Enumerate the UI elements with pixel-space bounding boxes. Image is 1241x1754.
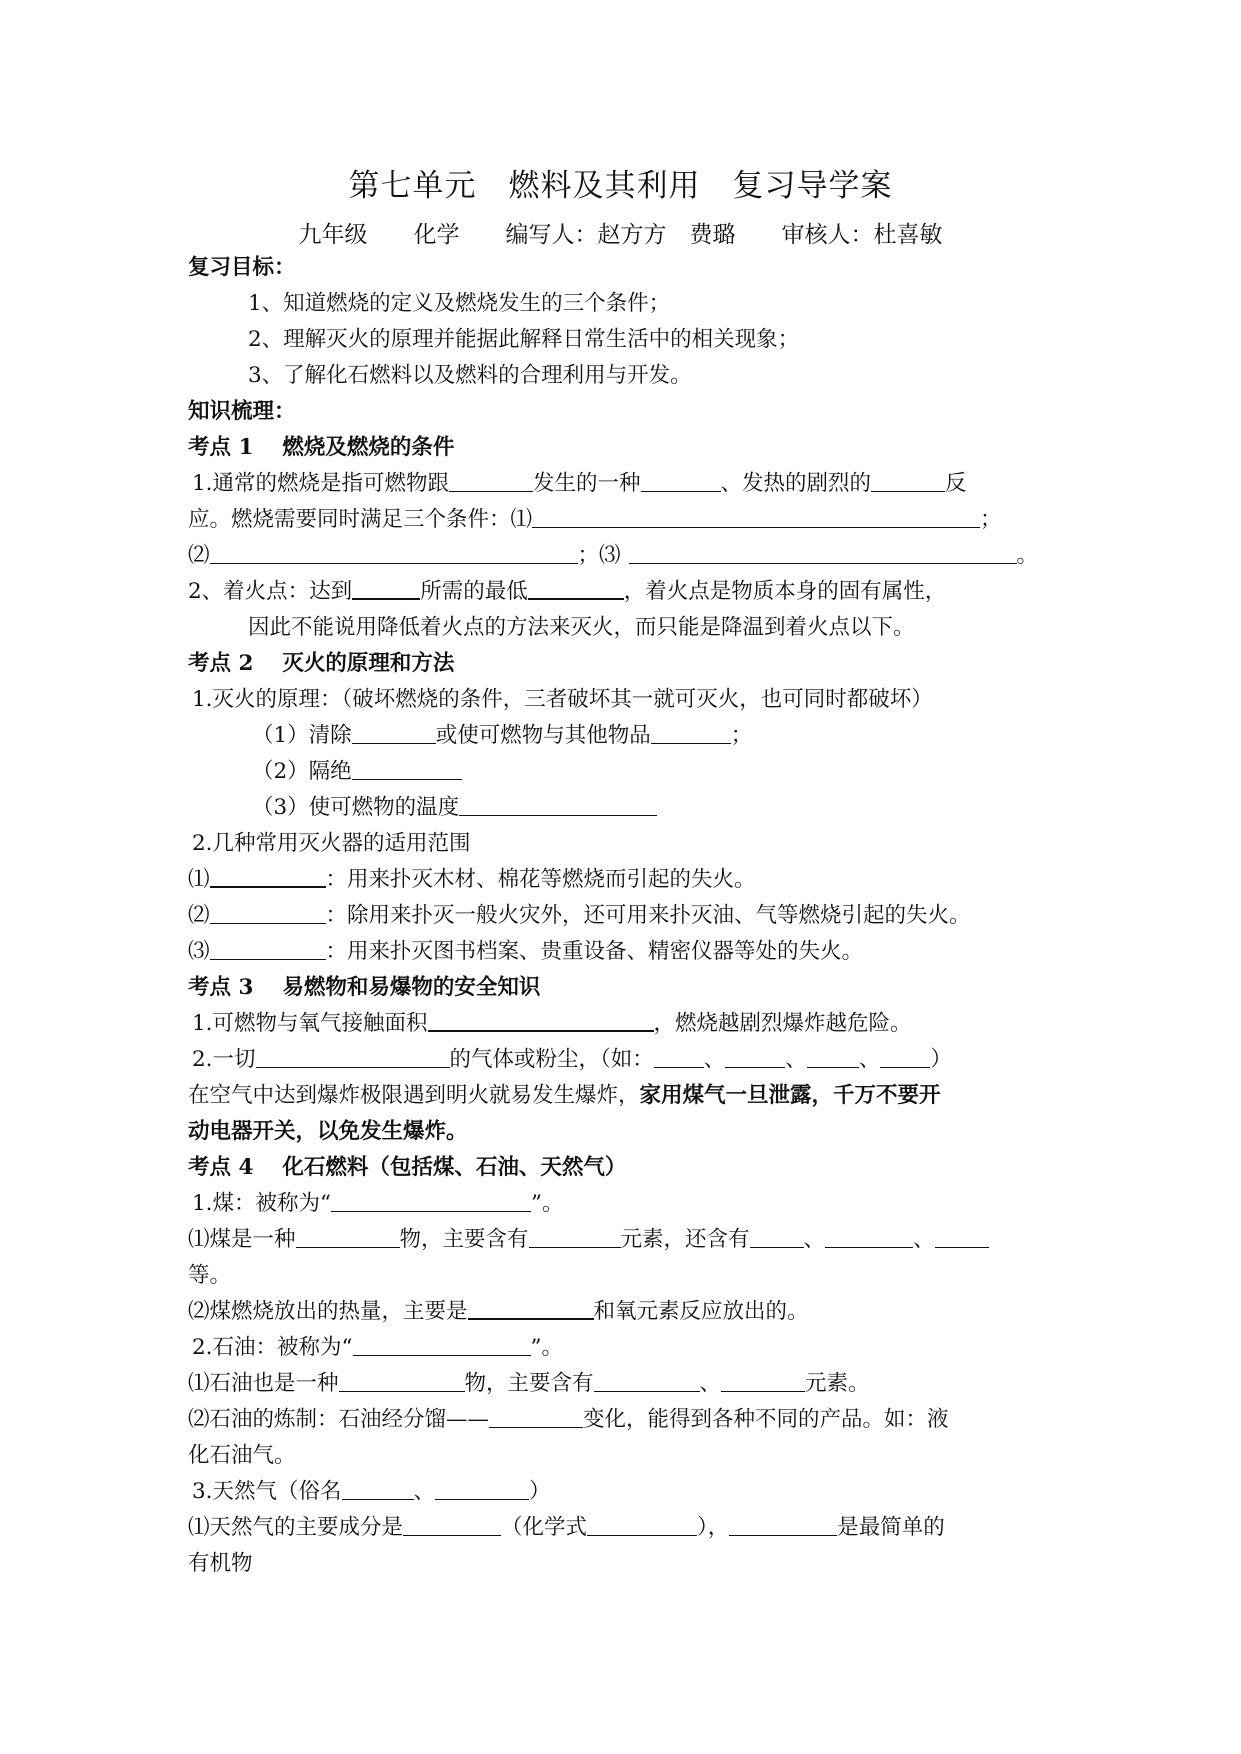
- text: 1.通常的燃烧是指可燃物跟: [192, 471, 450, 496]
- blank-field[interactable]: [528, 576, 624, 600]
- blank-field[interactable]: [532, 505, 980, 528]
- blank-field[interactable]: [296, 1225, 400, 1248]
- text: 、: [803, 1227, 826, 1252]
- text: 或使可燃物与其他物品: [435, 723, 651, 748]
- text: （3）使可燃物的温度: [252, 795, 460, 820]
- blank-field[interactable]: [651, 721, 731, 744]
- blank-field[interactable]: [353, 1333, 531, 1356]
- blank-field[interactable]: [210, 864, 326, 888]
- blank-field[interactable]: [352, 576, 420, 600]
- blank-field[interactable]: [352, 757, 462, 780]
- text: 元素。: [805, 1371, 870, 1396]
- oil-line-4: 化石油气。: [188, 1443, 296, 1468]
- text: ）: [930, 1047, 952, 1072]
- blank-field[interactable]: [449, 469, 533, 492]
- k3-line-1: [188, 1006, 1068, 1042]
- text: 2、着火点：达到: [188, 579, 353, 604]
- text: （1）清除: [252, 723, 352, 748]
- blank-field[interactable]: [725, 1045, 785, 1068]
- k1-line-2: [188, 502, 1068, 538]
- text: 、: [699, 1371, 722, 1396]
- text: 的气体或粉尘，（如：: [449, 1047, 654, 1072]
- blank-field[interactable]: [807, 1045, 859, 1068]
- blank-field[interactable]: [210, 901, 326, 924]
- blank-field[interactable]: [210, 541, 578, 564]
- blank-field[interactable]: [880, 1045, 930, 1068]
- goal-item-1: 1、知道燃烧的定义及燃烧发生的三个条件；: [248, 291, 671, 316]
- text: ：用来扑灭图书档案、贵重设备、精密仪器等处的失火。: [325, 939, 864, 964]
- knowledge-heading: 知识梳理：: [188, 399, 296, 424]
- section-3-heading: 考点 3 易燃物和易爆物的安全知识: [188, 975, 541, 1000]
- blank-field[interactable]: [489, 1405, 583, 1428]
- k2-line-1: 1.灭火的原理：（破坏燃烧的条件，三者破坏其一就可灭火，也可同时都破坏）: [192, 687, 933, 712]
- blank-field[interactable]: [342, 1477, 414, 1500]
- text: ，燃烧越剧烈爆炸越危险。: [653, 1011, 912, 1036]
- k1-line-1: [188, 466, 1068, 502]
- section-1-heading: 考点 1 燃烧及燃烧的条件: [188, 435, 455, 460]
- blank-field[interactable]: [428, 1008, 654, 1032]
- oil-line-2: [188, 1366, 1068, 1402]
- text: 、: [703, 1047, 726, 1072]
- k3-line-3: [188, 1078, 1068, 1114]
- text: 反: [945, 471, 967, 496]
- text: 2.石油：被称为“: [192, 1335, 353, 1360]
- text: ；: [980, 507, 1002, 532]
- blank-field[interactable]: [435, 1477, 529, 1500]
- text: ：用来扑灭木材、棉花等燃烧而引起的失火。: [325, 867, 756, 892]
- text: ⑶: [188, 939, 210, 964]
- blank-field[interactable]: [641, 469, 721, 492]
- text: 、: [785, 1047, 807, 1072]
- text: ⑴煤是一种: [188, 1227, 296, 1252]
- coal-line-4: [188, 1294, 1068, 1330]
- k1-line-4: [188, 574, 1068, 610]
- text: ⑵煤燃烧放出的热量，主要是: [188, 1299, 468, 1324]
- blank-field[interactable]: [721, 1369, 805, 1392]
- text: ⑵石油的炼制：石油经分馏——: [188, 1407, 490, 1432]
- coal-line-2: [188, 1222, 1068, 1258]
- text: 、: [858, 1047, 881, 1072]
- blank-field[interactable]: [729, 1513, 837, 1536]
- text: ”。: [531, 1191, 564, 1216]
- blank-field[interactable]: [750, 1225, 804, 1248]
- text: 和氧元素反应放出的。: [593, 1299, 809, 1324]
- text: 2.一切: [192, 1047, 256, 1072]
- blank-field[interactable]: [871, 469, 945, 492]
- blank-field[interactable]: [825, 1225, 913, 1248]
- text: 物，主要含有: [399, 1227, 529, 1252]
- text: 1.煤：被称为“: [192, 1191, 332, 1216]
- blank-field[interactable]: [352, 721, 436, 744]
- blank-field[interactable]: [594, 1369, 700, 1392]
- text: 物，主要含有: [464, 1371, 594, 1396]
- page-title: 第七单元 燃料及其利用 复习导学案: [348, 168, 893, 204]
- extinguisher-1: [188, 862, 1068, 898]
- text: （化学式: [501, 1515, 588, 1540]
- blank-field[interactable]: [403, 1513, 501, 1536]
- text: 1.可燃物与氧气接触面积: [192, 1011, 428, 1036]
- text: 、: [413, 1479, 436, 1504]
- text: ，着火点是物质本身的固有属性，: [623, 579, 947, 604]
- blank-field[interactable]: [935, 1225, 989, 1248]
- blank-field[interactable]: [331, 1189, 531, 1212]
- blank-field[interactable]: [529, 1225, 621, 1248]
- text: ；⑶: [577, 543, 621, 568]
- text: 、发热的剧烈的: [720, 471, 872, 496]
- blank-field[interactable]: [629, 541, 1017, 564]
- k3-line-4: 动电器开关，以免发生爆炸。: [188, 1119, 468, 1144]
- text: ）: [529, 1479, 551, 1504]
- section-4-heading: 考点 4 化石燃料（包括煤、石油、天然气）: [188, 1155, 627, 1180]
- extinguisher-3: [188, 934, 1068, 970]
- text: 3.天然气（俗名: [192, 1479, 342, 1504]
- blank-field[interactable]: [210, 937, 326, 960]
- text: ⑴天然气的主要成分是: [188, 1515, 404, 1540]
- warning-text: 家用煤气一旦泄露，千万不要开: [639, 1083, 941, 1108]
- text: 是最简单的: [837, 1515, 945, 1540]
- text: 元素，还含有: [620, 1227, 750, 1252]
- text: ），: [697, 1515, 730, 1540]
- text: 所需的最低: [420, 579, 528, 604]
- blank-field[interactable]: [654, 1045, 704, 1068]
- oil-line-1: [188, 1330, 1068, 1366]
- blank-field[interactable]: [339, 1369, 465, 1392]
- text: 在空气中达到爆炸极限遇到明火就易发生爆炸，: [188, 1083, 640, 1108]
- author-line: 九年级 化学 编写人：赵方方 费璐 审核人：杜喜敏: [298, 222, 943, 248]
- text: ；: [730, 723, 753, 748]
- goals-heading: 复习目标：: [188, 255, 296, 280]
- text: ⑴: [188, 867, 210, 892]
- gas-line-1: [188, 1474, 1068, 1510]
- text: （2）隔绝: [252, 759, 352, 784]
- text: ”。: [530, 1335, 564, 1360]
- text: 、: [913, 1227, 935, 1252]
- k2-method-1: [188, 718, 1068, 754]
- coal-line-3: 等。: [188, 1263, 232, 1288]
- k2-method-2: [188, 754, 1068, 790]
- text: 变化，能得到各种不同的产品。如：液: [583, 1407, 949, 1432]
- oil-line-3: [188, 1402, 1068, 1438]
- blank-field[interactable]: [587, 1513, 697, 1536]
- coal-line-1: [188, 1186, 1068, 1222]
- text: ⑵: [188, 543, 210, 568]
- text: 应。燃烧需要同时满足三个条件：⑴: [188, 507, 533, 532]
- text: ⑵: [188, 903, 210, 928]
- extinguisher-2: [188, 898, 1068, 934]
- blank-field[interactable]: [468, 1296, 594, 1320]
- k3-line-2: [188, 1042, 1068, 1078]
- k1-line-3: [188, 538, 1068, 574]
- gas-line-3: 有机物: [188, 1551, 253, 1576]
- k2-method-3: [188, 790, 1068, 826]
- k2-line-2: 2.几种常用灭火器的适用范围: [192, 831, 471, 856]
- text: ⑴石油也是一种: [188, 1371, 339, 1396]
- text: 发生的一种: [533, 471, 641, 496]
- gas-line-2: [188, 1510, 1068, 1546]
- worksheet-content: [188, 250, 1068, 1582]
- section-2-heading: 考点 2 灭火的原理和方法: [188, 651, 455, 676]
- goal-item-2: 2、理解灭火的原理并能据此解释日常生活中的相关现象；: [248, 327, 800, 352]
- goal-item-3: 3、了解化石燃料以及燃料的合理利用与开发。: [248, 363, 692, 388]
- text: ：除用来扑灭一般火灾外，还可用来扑灭油、气等燃烧引起的失火。: [325, 903, 971, 928]
- k1-line-5: 因此不能说用降低着火点的方法来灭火，而只能是降温到着火点以下。: [248, 615, 915, 640]
- blank-field[interactable]: [256, 1045, 450, 1068]
- blank-field[interactable]: [459, 793, 657, 816]
- text: 。: [1016, 543, 1039, 568]
